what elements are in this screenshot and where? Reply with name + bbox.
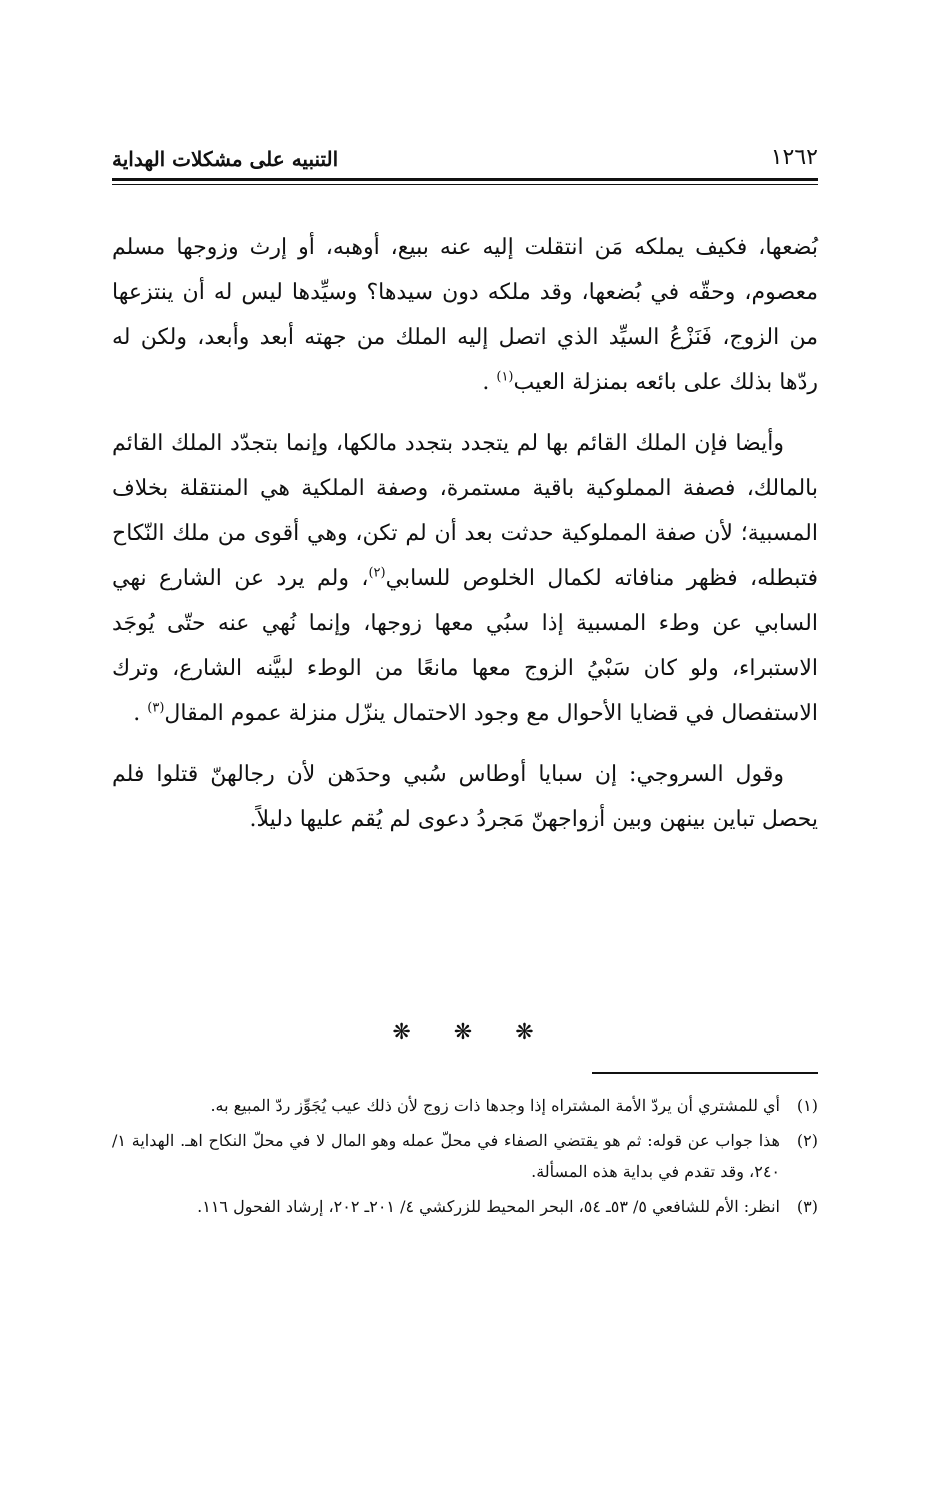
footnote [112,1090,818,1121]
footnote-text: هذا جواب عن قوله: ثم هو يقتضي الصفاء في محلّ عمله وهو المال لا في محلّ النكاح اهـ. الهداية ١/ ٢٤٠، وقد تقدم في بداية هذه المسألة. [112,1131,780,1181]
footnote-number: (٣) [796,1197,818,1216]
footnote-text: انظر: الأم للشافعي ٥/ ٥٣ـ ٥٤، البحر المحيط للزركشي ٤/ ٢٠١ـ ٢٠٢، إرشاد الفحول ١١٦. [197,1197,780,1216]
footnote-text: أي للمشتري أن يردّ الأمة المشتراه إذا وجدها ذات زوج لأن ذلك عيب يُجَوِّز ردّ المبيع به. [210,1096,780,1115]
footnote-ref-3: (٣) [147,700,165,716]
footnote-number: (١) [796,1096,818,1115]
footnotes [112,1090,818,1226]
header-rule-secondary [112,184,818,185]
page-header [112,143,818,177]
main-text [112,225,818,858]
page-number: ١٢٦٢ [770,145,818,170]
footnote-ref-2: (٢) [368,565,386,581]
footnote-ref-1: (١) [496,369,514,385]
section-separator: ❋ ❋ ❋ [392,1020,552,1045]
footnote-number: (٢) [796,1131,818,1150]
footnote-rule [592,1072,818,1074]
paragraph-1: بُضعها، فكيف يملكه مَن انتقلت إليه عنه ببيع، أوهبه، أو إرث وزوجها مسلم معصوم، وحقّه في بُضعها، وقد ملكه دون سيدها؟ وسيِّدها ليس له أن ينتزعها من الزوج، فَنَزْعُ السيِّد الذي اتصل إليه الملك من جهته أبعد وأبعد، ولكن له ردّها بذلك على بائعه بمنزلة العيب$^{(١)}$ . [112,235,818,395]
running-title: التنبيه على مشكلات الهداية [112,147,339,171]
footnote [112,1191,818,1222]
header-rule [112,178,818,181]
paragraph-3: وقول السروجي: إن سبايا أوطاس سُبي وحدَهن لأن رجالهنّ قتلوا فلم يحصل تباين بينهن وبين أزواجهنّ مَجردُ دعوى لم يُقم عليها دليلاً. [112,762,818,832]
paragraph-2: وأيضا فإن الملك القائم بها لم يتجدد بتجدد مالكها، وإنما بتجدّد الملك القائم بالمالك، فصفة المملوكية باقية مستمرة، وصفة الملكية هي المنتقلة بخلاف المسبية؛ لأن صفة المملوكية حدثت بعد أن لم تكن، وهي أقوى من ملك النّكاح فتبطله، فظهر منافاته لكمال الخلوص للسابي$^{(٢)}$، ولم يرد عن الشارع نهي السابي عن وطء المسبية إذا سبُي معها زوجها، وإنما نُهي عنه حتّى يُوجَد الاستبراء، ولو كان سَبْيُ الزوج معها مانعًا من الوطء لبيَّنه الشارع، وترك الاستفصال في قضايا الأحوال مع وجود الاحتمال ينزّل منزلة عموم المقال$^{(٣)}$ . [112,431,818,726]
footnote [112,1125,818,1187]
